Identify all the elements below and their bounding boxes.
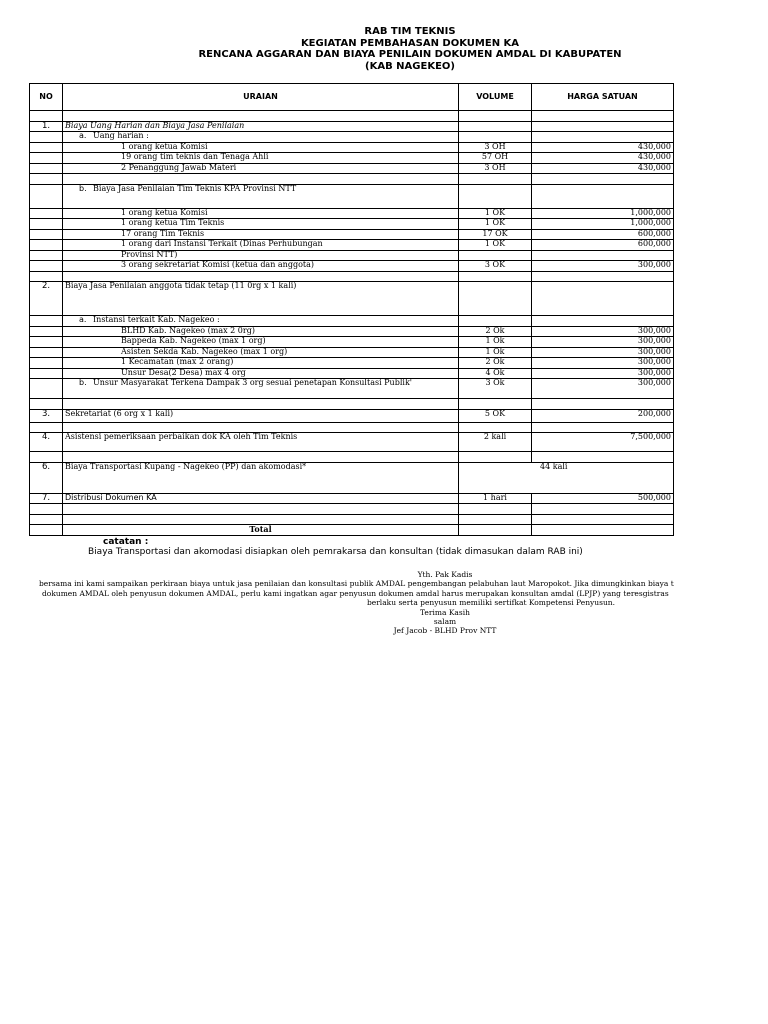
letter-body-2: dokumen AMDAL oleh penyusun dokumen AMDAL, perlu kami ingatkan agar penyusun dokumen amdal harus merupakan konsultan amdal (LPJP) yang teresgistras (42, 588, 669, 598)
table-row: 19 orang tim teknis dan Tenaga Ahli 57 OH 430,000 (30, 153, 674, 164)
header-harga: HARGA SATUAN (532, 84, 674, 111)
header-no: NO (30, 84, 63, 111)
title-line-1: RAB TIM TEKNIS (364, 26, 456, 37)
letter-body-1: bersama ini kami sampaikan perkiraan biaya untuk jasa penilaian dan konsultasi publik AMDAL pengembangan pelabuhan laut Maropokot. Jika dimungkinkan biaya t (39, 579, 674, 589)
table-row (30, 174, 674, 185)
table-row: 1 Kecamatan (max 2 orang) 2 Ok 300,000 (30, 358, 674, 369)
total-row (30, 525, 674, 536)
cover-letter (0, 570, 768, 636)
table-header-row (30, 84, 674, 111)
table-row: 1 orang ketua Tim Teknis 1 OK 1,000,000 (30, 219, 674, 230)
table-row: 3. Sekretariat (6 org x 1 kali) 5 OK 200,000 (30, 409, 674, 422)
table-row (30, 452, 674, 463)
table-row: 3 orang sekretariat Komisi (ketua dan anggota) 3 OK 300,000 (30, 261, 674, 272)
table-row: 7. Distribusi Dokumen KA 1 hari 500,000 (30, 493, 674, 504)
letter-greeting: Yth. Pak Kadis (417, 570, 473, 579)
section-1-title: Biaya Uang Harian dan Biaya Jasa Penilaian (63, 121, 459, 132)
note-label: catatan : (103, 537, 149, 547)
letter-salam: salam (433, 617, 457, 627)
table-row: 1. Biaya Uang Harian dan Biaya Jasa Penilaian (30, 121, 674, 132)
table-row: 1 orang ketua Komisi 3 OH 430,000 (30, 142, 674, 153)
table-row: a. Instansi terkait Kab. Nagekeo : (30, 316, 674, 327)
table-row: b. Biaya Jasa Penilaian Tim Teknis KPA Provinsi NTT (30, 184, 674, 208)
table-row: 1 orang dari Instansi Terkait (Dinas Perhubungan 1 OK 600,000 (30, 240, 674, 251)
table-row: b. Unsur Masyarakat Terkena Dampak 3 org sesuai penetapan Konsultasi Publik' 3 Ok 300,000 (30, 379, 674, 399)
table-row: Asisten Sekda Kab. Nagekeo (max 1 org) 1 Ok 300,000 (30, 347, 674, 358)
table-row (30, 271, 674, 282)
note-text: Biaya Transportasi dan akomodasi disiapkan oleh pemrakarsa dan konsultan (tidak dimasukan dalam RAB ini) (88, 547, 583, 557)
table-row: 2. Biaya Jasa Penilaian anggota tidak tetap (11 0rg x 1 kali) (30, 282, 674, 316)
table-row (30, 514, 674, 525)
table-row: 2 Penanggung Jawab Materi 3 OH 430,000 (30, 163, 674, 174)
section-2-title: Biaya Jasa Penilaian anggota tidak tetap (11 0rg x 1 kali) (63, 282, 459, 316)
document-title-block (0, 26, 768, 72)
letter-body-3: berlaku serta penyusun memiliki sertifkat Kompetensi Penyusun. (366, 598, 615, 608)
table-row: 17 orang Tim Teknis 17 OK 600,000 (30, 229, 674, 240)
table-row: 1 orang ketua Komisi 1 OK 1,000,000 (30, 208, 674, 219)
title-line-2: KEGIATAN PEMBAHASAN DOKUMEN KA (300, 37, 520, 49)
table-row: 4. Asistensi pemeriksaan perbaikan dok KA oleh Tim Teknis 2 kali 7,500,000 (30, 433, 674, 452)
letter-thanks: Terima Kasih (420, 607, 470, 617)
table-row: Unsur Desa(2 Desa) max 4 org 4 Ok 300,000 (30, 368, 674, 379)
budget-table (29, 83, 674, 536)
table-row: BLHD Kab. Nagekeo (max 2 0rg) 2 Ok 300,000 (30, 326, 674, 337)
table-row: 6. Biaya Transportasi Kupang - Nagekeo (PP) dan akomodasi* 44 kali (30, 462, 674, 493)
letter-signature: Jef Jacob - BLHD Prov NTT (393, 626, 497, 636)
table-row: a. Uang harian : (30, 132, 674, 143)
title-line-4: (KAB NAGEKEO) (365, 60, 455, 72)
title-line-3: RENCANA AGGARAN DAN BIAYA PENILAIN DOKUMEN AMDAL DI KABUPATEN (198, 49, 622, 60)
total-label: Total (63, 525, 459, 536)
table-row (30, 422, 674, 433)
table-row (30, 399, 674, 410)
table-row (30, 504, 674, 515)
header-volume: VOLUME (459, 84, 532, 111)
table-row: Provinsi NTT) (30, 250, 674, 261)
header-uraian: URAIAN (63, 84, 459, 111)
table-row (30, 111, 674, 122)
table-row: Bappeda Kab. Nagekeo (max 1 org) 1 Ok 300,000 (30, 337, 674, 348)
